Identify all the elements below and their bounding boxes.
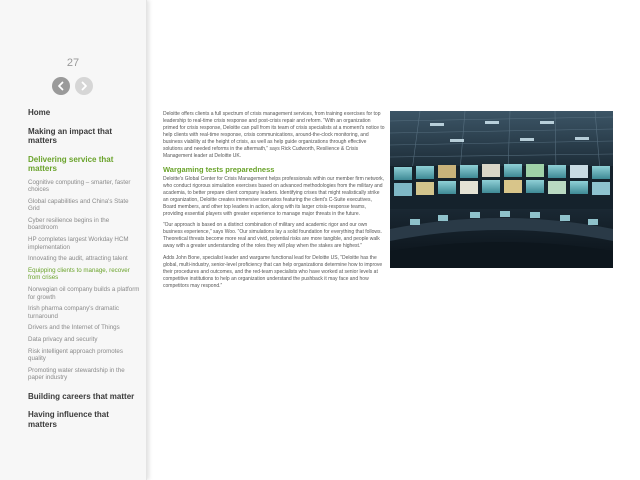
previous-page-button[interactable] [52,77,70,95]
submenu-item[interactable]: Data privacy and security [28,336,98,343]
article-paragraph: Adds John Bone, specialist leader and wargame functional lead for Deloitte US, “Deloitte has the global, multi-industry, senior-level proficiency that can help organizations determine how to improve their procedures and outcomes, and the red-team specialists who have worked at senior levels at competitive institutions to help an organization understand the pushback it may face and how competitors may respond.” [163,254,383,289]
nav-item-home[interactable]: Home [28,108,51,117]
chevron-right-icon [79,81,89,91]
submenu-item[interactable]: Norwegian oil company builds a platform for growth [28,286,140,301]
submenu-item[interactable]: Drivers and the Internet of Things [28,324,120,332]
sidebar [0,0,147,480]
crisis-center-photo [390,111,613,268]
nav-item-delivering-service[interactable]: Delivering service that matters [28,154,114,173]
page-number: 27 [66,57,80,69]
submenu-item[interactable]: Cyber resilience begins in the boardroom [28,216,110,232]
submenu-item[interactable]: Irish pharma company's dramatic turnaround [28,305,119,320]
submenu-item-active[interactable]: Equipping clients to manage, recover from crises [28,266,130,282]
submenu-item[interactable]: Risk intelligent approach promotes quality [28,347,123,363]
submenu-item[interactable]: Cognitive computing – smarter, faster choices [28,178,131,194]
next-page-button[interactable] [75,77,93,95]
article-paragraph: Deloitte's Global Center for Crisis Management helps professionals within our member firm network, who conduct rigorous simulation exercises based on advanced methodologies from the military and academia, to better prepare client company leaders. Identifying crises that might realistically strike an organization, Deloitte creates immersive scenarios featuring the client's C-Suite executives, Board members, and other top leaders in action, along with its larger crisis-response teams, providing essential players with greater experience to manage major threats in the future. [163,175,385,217]
nav-item-building-careers[interactable]: Building careers that matter [28,391,135,401]
nav-item-having-influence[interactable]: Having influence that matters [28,410,109,429]
article-paragraph: Deloitte offers clients a full spectrum of crisis management services, from training exercises for top leadership to real-time crisis response and post-crisis repair and reform. “With an organization primed for crisis response, Deloitte can pull from its team of crisis specialists at a moment's notice to help clients with real-time response, crisis communications, around-the-clock monitoring, and business viability at the height of crisis, as well as help guide organizations through effective solutions and needed reforms in the aftermath,” says Rick Cudworth, Resilience & Crisis Management leader at Deloitte UK. [163,111,385,159]
submenu-item[interactable]: Innovating the audit, attracting talent [28,255,128,263]
nav-item-making-an-impact[interactable]: Making an impact that matters [28,126,113,145]
navigation-menu [28,108,140,429]
article-heading: Wargaming tests preparedness [163,164,275,174]
submenu-item[interactable]: HP completes largest Workday HCM implementation [28,236,129,251]
submenu [28,179,140,382]
article-paragraph: “Our approach is based on a distinct combination of military and academic rigor and our own business experience,” says Woo. “Our simulations lay a solid foundation for everything that follows. Theoretical threats become more real and vivid, potential risks are more tangible, and people walk away with a greater understanding of the roles they will play when the stakes are highest.” [163,222,382,249]
submenu-item[interactable]: Promoting water stewardship in the paper industry [28,366,125,382]
control-room-image [390,111,613,268]
article-body [163,111,385,294]
submenu-item[interactable]: Global capabilities and China's State Grid [28,197,129,213]
chevron-left-icon [56,81,66,91]
